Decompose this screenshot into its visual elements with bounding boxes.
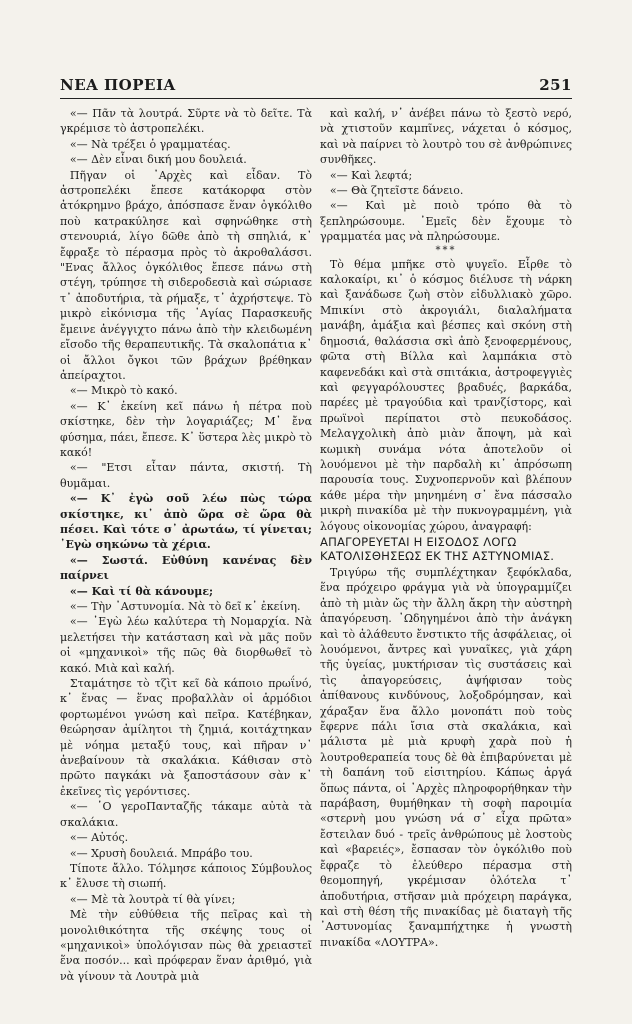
- journal-title: ΝΕΑ ΠΟΡΕΙΑ: [60, 76, 176, 94]
- page-number: 251: [539, 76, 572, 94]
- paragraph: «— Μικρὸ τὸ κακό.: [69, 384, 178, 398]
- running-header: [60, 74, 572, 94]
- paragraph: «— "Ετσι εἶταν πάντα, σκιστή. Τὴ θυμᾶμαι.: [60, 461, 312, 490]
- paragraph: Τὸ θέμα μπῆκε στὸ ψυγεῖο. Εἶρθε τὸ καλοκαίρι, κι᾿ ὁ κόσμος διέλυσε τὴ νάρκη καὶ ξανάδωσε ζωὴ στὸν εἰδυλλιακὸ χῶρο. Μπικίνι στὸ ἀκρογιάλι, διαλαλήματα μανάβη, ἀμάξια καὶ βέσπες καὶ σκόνη στὴ δημοσιά, θαλάσσια σκὶ ἀπὸ ξενοφερμένους, φῶτα στὴ Βίλλα καὶ λαμπάκια στὸ καφενεδάκι καὶ στὰ σπιτάκια, ἀστροφεγγιὲς καὶ φεγγαρόλουστες βραδυές, βαρκάδα, παρέες μὲ τραγούδια καὶ τρανζίστορς, καὶ πρωϊνοὶ περίπατοι στὸ πευκοδάσος. Μελαγχολικὴ ἀπὸ μιὰν ἄποψη, μὰ καὶ κωμικὴ συνάμα νότα ἀποτελοῦν οἱ λουόμενοι μὲ τὴν παρδαλὴ κι᾿ ἀπρόσωπη παρουσία τους. Συχνοπερνοῦν καὶ βλέπουν κάθε μέρα τὴν μηνημένη σ᾿ ἔνα πάσσαλο μικρὴ πινακίδα μὲ τὴν πυκνογραμμένη, γιὰ λόγους οἰκονομίας χώρου, ἀναγραφή:: [320, 257, 572, 533]
- paragraph: «— Δὲν εἶναι δική μου δουλειά.: [69, 153, 247, 167]
- header-rule: [60, 98, 572, 99]
- paragraph: «— ῾Ο γεροΠανταζῆς τάκαμε αὐτὰ τὰ σκαλάκια.: [60, 800, 312, 829]
- paragraph: «— Μὲ τὰ λουτρὰ τί θὰ γίνει;: [69, 892, 236, 906]
- paragraph: «— Πᾶν τὰ λουτρά. Σῦρτε νὰ τὸ δεῖτε. Τὰ γκρέμισε τὸ ἀστροπελέκι.: [60, 107, 312, 136]
- paragraph: καὶ καλή, ν᾿ ἀνέβει πάνω τὸ ξεστὸ νερό, νὰ χτιστοῦν καμπῖνες, νάχεται ὁ κόσμος, καὶ νὰ παίρνει τὸ λουτρὸ του σὲ ἀνθρώπινες συνθῆκες.: [320, 107, 572, 167]
- right-column: [320, 106, 572, 1008]
- paragraph: «— Νὰ τρέξει ὁ γραμματέας.: [69, 137, 231, 151]
- paragraph: «— Χρυσὴ δουλειά. Μπράβο του.: [69, 846, 253, 860]
- notice-heading: ΑΠΑΓΟΡΕΥΕΤΑΙ Η ΕΙΣΟΔΟΣ ΛΟΓΩ ΚΑΤΟΛΙΣΘΗΣΕΩΣ ΕΚ ΤΗΣ ΑΣΤΥΝΟΜΙΑΣ.: [320, 534, 555, 563]
- paragraph: Πῆγαν οἱ ᾿Αρχὲς καὶ εἶδαν. Τὸ ἀστροπελέκι ἔπεσε κατάκορφα στὸν ἀτόκρημνο βράχο, ἀπόσπασε ἕναν ὀγκόλιθο ποὺ κατρακύλησε καὶ σφηνώθηκε στὴ στενουριά, λίγο δῶθε ἀπὸ τὴ σπηλιά, κ᾿ ἔφραξε τὸ πέρασμα πρὸς τὸ ἀκροθαλάσσι. "Ενας ἄλλος ὀγκόλιθος ἔπεσε πάνω στὴ στέγη, τρύπησε τὴ σιδεροδεσιὰ καὶ σώριασε τ᾿ ἀποδυτήρια, τὰ ρήμαξε, τ᾿ ἀχρήστεψε. Τὸ μικρὸ εἰκόνισμα τῆς ῾Αγίας Παρασκευῆς ἔμεινε ἀνέγγιχτο πάνω ἀπὸ τὴν κλειδωμένη εἴσοδο τῆς θεραπευτικῆς. Τὰ σκαλοπάτια κ᾿ οἱ ἄλλοι ὄγκοι τῶν βράχων βρέθηκαν ἀπείραχτοι.: [60, 168, 312, 382]
- paragraph: «— Τὴν ᾿Αστυνομία. Νὰ τὸ δεῖ κ᾿ ἐκείνη.: [69, 600, 301, 613]
- right-column-bottom: [320, 565, 572, 950]
- left-column: [60, 106, 312, 1008]
- right-column-top: [320, 106, 572, 245]
- paragraph: Μὲ τὴν εὐθύθεια τῆς πεῖρας καὶ τὴ μονολιθικότητα τῆς σκέψης τους οἱ «μηχανικοὶ» ὑπολόγισαν πὼς θὰ χρειαστεῖ ἕνα ποσόν... καὶ πρόφεραν ἕναν ἀριθμό, γιὰ νὰ γίνουν τὰ Λουτρὰ μιὰ: [60, 908, 312, 983]
- paragraph: «— ᾿Εγὼ λέω καλύτερα τὴ Νομαρχία. Νὰ μελετήσει τὴν κατάσταση καὶ νὰ μᾶς ποῦν οἱ «μηχανικοὶ» τῆς πῶς θὰ διορθωθεῖ τὸ κακό. Μιὰ καὶ καλή.: [60, 615, 312, 675]
- paragraph: Τίποτε ἄλλο. Τόλμησε κάποιος Σύμβουλος κ᾿ ἔλυσε τὴ σιωπή.: [60, 861, 312, 891]
- paragraph: «— Καὶ λεφτά;: [329, 168, 413, 182]
- paragraph: Σταμάτησε τὸ τζὶτ κεῖ δὰ κάποιο πρωΐνό, κ᾿ ἕνας — ἕνας προβαλλὰν οἱ ἁρμόδιοι φορτωμένοι γνώση καὶ πεῖρα. Κατέβηκαν, θεώρησαν ἀμίλητοι τὴ ζημιά, κοιτάχτηκαν μὲ νόημα μεταξύ τους, καὶ πῆραν ν᾿ ἀνεβαίνουν τὰ σκαλάκια. Κάθισαν στὸ πρῶτο παγκάκι νὰ ξαποστάσουν σὰν κ᾿ ἐκεῖνες τὶς γερόντισες.: [60, 677, 312, 798]
- paragraph: «— Κ᾿ ἐκείνη κεῖ πάνω ἡ πέτρα ποὺ σκίστηκε, δὲν τὴν λογαριάζες; Μ᾿ ἔνα φύσημα, πάει, ἔπεσε. Κ᾿ ὕστερα λὲς μικρὸ τὸ κακό!: [60, 399, 312, 459]
- paragraph: «— Κ᾿ ἐγὼ σοῦ λέω πὼς τώρα σκίστηκε, κι᾿ ἀπὸ ὥρα σὲ ὥρα θὰ πέσει. Καὶ τότε σ᾿ ἀρωτάω, τί γίνεται; ᾿Εγὼ σηκώνω τὰ χέρια.: [60, 492, 312, 552]
- paragraph: Τριγύρω τῆς συμπλέχτηκαν ξεφόκλαδα, ἕνα πρόχειρο φράγμα γιὰ νὰ ὑπογραμμίζει ἀπὸ τὴ μιὰν ὤς τὴν ἄλλη ἄκρη τὴν αὐστηρὴ ἀπαγόρευση. ᾿Ωδηγημένοι ἀπὸ τὴν ἀνάγκη καὶ τὸ ἀλάθευτο ἔνστικτο τῆς ἀσφάλειας, οἱ λουόμενοι, ἄντρες καὶ γυναῖκες, γιὰ χάρη τῆς ὑγείας, μυκτήρισαν τὶς συστάσεις καὶ τὶς ἀπαγορεύσεις, ἀψήφισαν τοὺς ἀπίθανους κινδύνους, λοξοδρόμησαν, καὶ χάραξαν ἕνα ἄλλο μονοπάτι ποὺ τοὺς ἔφερνε πάλι ἴσια στὰ σκαλάκια, καὶ μάλιστα μὲ μιὰ κρυφὴ χαρὰ ποὺ ἡ λουτροθεραπεία τους δὲ θὰ ἐπιβαρύνεται μὲ τὴ δαπάνη τοῦ εἰσιτηρίου. Κάπως ἀργά ὅπως πάντα, οἱ ᾿Αρχὲς πληροφορήθηκαν τὴν παράβαση, θυμήθηκαν τὴ σοφὴ παροιμία «στερνὴ μου γνώση νά σ᾿ εἶχα πρῶτα» ἔστειλαν δυό - τρεῖς ἀνθρώπους μὲ λοστοὺς καὶ «βαρειές», ἔσπασαν τὸν ὀγκόλιθο ποὺ ἔφραζε τὸ ἐλεύθερο πέρασμα στὴ θεομοπηγή, γκρέμισαν ὁλότελα τ᾿ ἀποδυτήρια, στῆσαν μιὰ πρόχειρη παράγκα, καὶ στὴ θέση τῆς πινακίδας μὲ διαταγὴ τῆς ᾿Αστυνομίας ξαναμπήχτηκε ἡ γνωστὴ πινακίδα «ΛΟΥΤΡΑ».: [320, 565, 572, 949]
- right-column-middle: [320, 257, 572, 534]
- section-separator: ***: [435, 244, 457, 256]
- paragraph: «— Αὐτός.: [69, 831, 129, 845]
- paragraph: «— Σωστά. Εὐθύνη κανένας δὲν παίρνει: [60, 553, 312, 583]
- paragraph: «— Καὶ τί θὰ κάνουμε;: [69, 584, 214, 598]
- paragraph: «— Καὶ μὲ ποιὸ τρόπο θὰ τὸ ξεπληρώσουμε. ᾿Εμεῖς δὲν ἔχουμε τὸ γραμματέα μας νὰ πληρώσουμε.: [320, 199, 572, 244]
- paragraph: «— Θὰ ζητεῖστε δάνειο.: [329, 184, 464, 198]
